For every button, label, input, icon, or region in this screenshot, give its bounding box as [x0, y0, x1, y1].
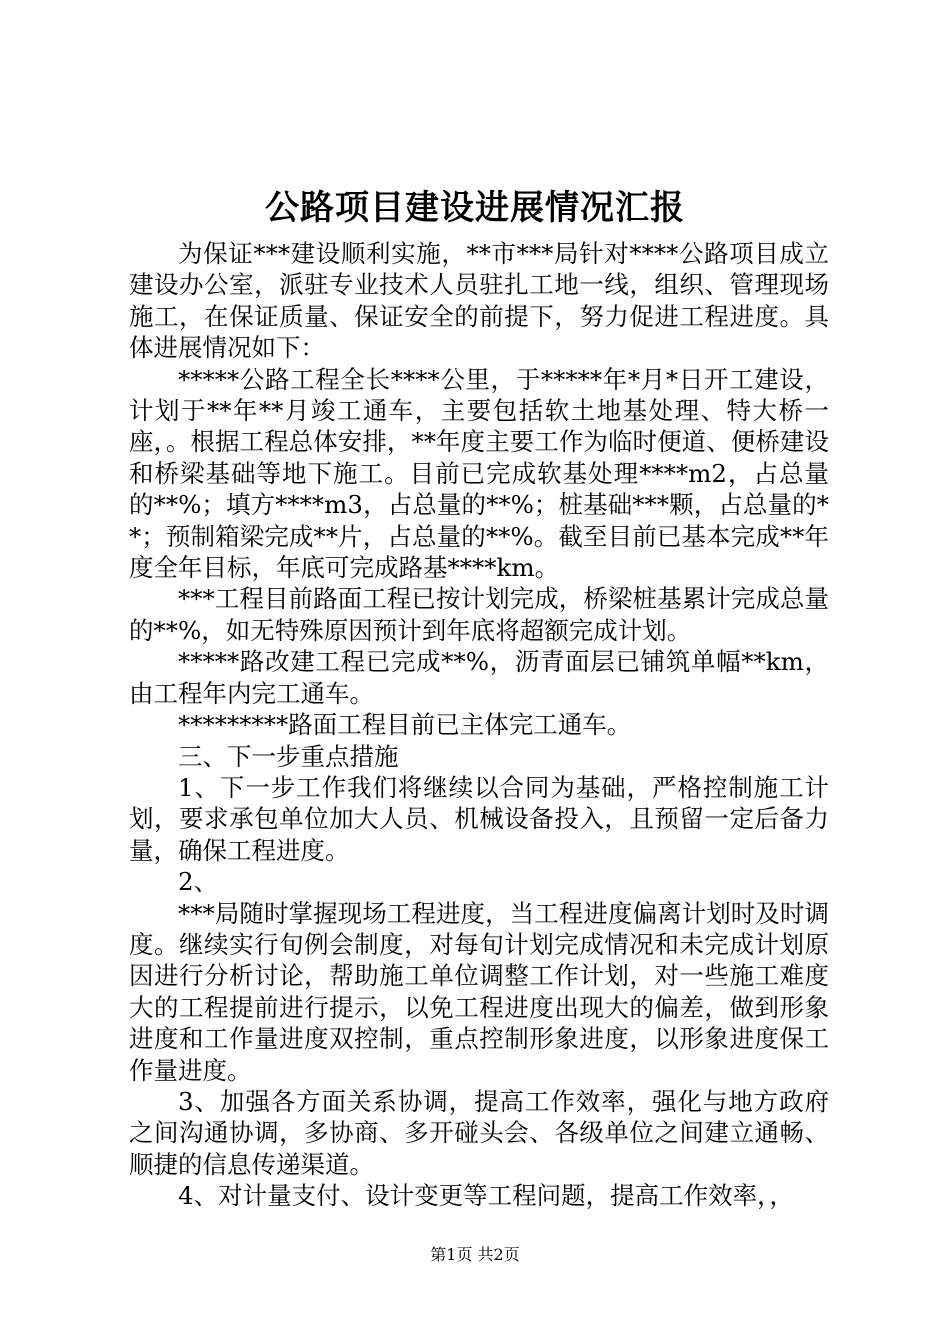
document-body	[129, 238, 829, 1212]
paragraph-road-completed: *********路面工程目前已主体完工通车。	[178, 710, 632, 740]
paragraph-measure-4: 4、对计量支付、设计变更等工程问题，提高工作效率，，	[178, 1181, 794, 1211]
paragraph-measure-2-label: 2、	[178, 867, 219, 897]
paragraph-road-renovation: *****路改建工程已完成**%，沥青面层已铺筑单幅**km，由工程年内完工通车。	[129, 647, 829, 708]
paragraph-bridge-progress: ***工程目前路面工程已按计划完成，桥梁桩基累计完成总量的**%，如无特殊原因预计到年底将超额完成计划。	[129, 584, 829, 645]
section-heading-next-steps: 三、下一步重点措施	[178, 741, 399, 771]
paragraph-measure-2: ***局随时掌握现场工程进度，当工程进度偏离计划时及时调度。继续实行旬例会制度，对每旬计划完成情况和未完成计划原因进行分析讨论，帮助施工单位调整工作计划，对一些施工难度大的工程提前进行提示，以免工程进度出现大的偏差，做到形象进度和工作量进度双控制，重点控制形象进度，以形象进度保工作量进度。	[129, 898, 829, 1085]
page-footer: 第1页 共2页	[430, 1245, 520, 1264]
paragraph-measure-3: 3、加强各方面关系协调，提高工作效率，强化与地方政府之间沟通协调，多协商、多开碰头会、各级单位之间建立通畅、顺捷的信息传递渠道。	[129, 1086, 829, 1179]
paragraph-measure-1: 1、下一步工作我们将继续以合同为基础，严格控制施工计划，要求承包单位加大人员、机械设备投入，且预留一定后备力量，确保工程进度。	[129, 772, 829, 865]
paragraph-project-overview: *****公路工程全长****公里，于*****年*月*日开工建设，计划于**年**月竣工通车，主要包括软土地基处理、特大桥一座，。根据工程总体安排，**年度主要工作为临时便道、便桥建设和桥梁基础等地下施工。目前已完成软基处理****m2，占总量的**%；填方****m3，占总量的**%；桩基础***颗，占总量的**；预制箱梁完成**片，占总量的**%。截至目前已基本完成**年度全年目标，年底可完成路基****km。	[129, 364, 829, 583]
paragraph-intro: 为保证***建设顺利实施，**市***局针对****公路项目成立建设办公室，派驻专业技术人员驻扎工地一线，组织、管理现场施工，在保证质量、保证安全的前提下，努力促进工程进度。具体进展情况如下：	[129, 239, 829, 363]
document-title: 公路项目建设进展情况汇报	[265, 188, 685, 228]
